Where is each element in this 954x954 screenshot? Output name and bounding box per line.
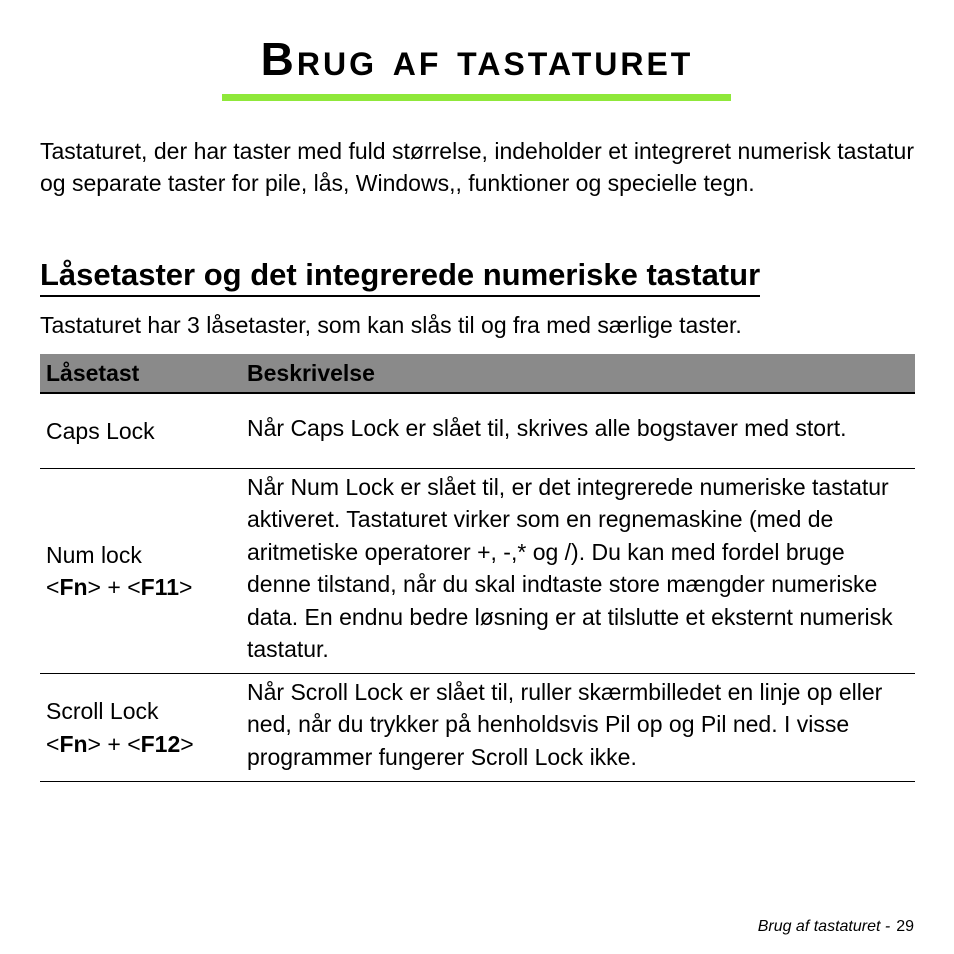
combo-bracket: > xyxy=(179,574,193,600)
description-cell: Når Caps Lock er slået til, skrives alle bogstaver med stort. xyxy=(241,393,915,469)
lock-key-name: Num lock xyxy=(46,541,142,568)
footer-label: Brug af tastaturet - xyxy=(757,918,891,935)
section-heading: Låsetaster og det integrerede numeriske tastatur xyxy=(40,256,760,297)
page-title: Brug af tastaturet xyxy=(260,33,694,85)
page-number: 29 xyxy=(896,918,914,935)
title-underline-rule xyxy=(222,94,731,101)
table-row xyxy=(40,674,915,782)
lock-key-cell xyxy=(40,393,241,469)
lock-key-name: Caps Lock xyxy=(46,417,155,444)
combo-bracket: < xyxy=(46,574,60,600)
combo-bracket: > xyxy=(180,730,194,757)
lock-key-name: Scroll Lock xyxy=(46,698,159,724)
key-combination xyxy=(46,574,192,600)
lock-key-cell xyxy=(40,469,241,674)
combo-separator: > + < xyxy=(87,730,141,757)
combo-key-f11: F11 xyxy=(140,574,179,600)
table-header-row xyxy=(40,354,915,393)
combo-separator: > + < xyxy=(87,574,141,600)
combo-bracket: < xyxy=(46,730,60,757)
section-lead-paragraph: Tastaturet har 3 låsetaster, som kan slås til og fra med særlige taster. xyxy=(40,312,742,338)
description-cell: Når Num Lock er slået til, er det integrerede numeriske tastatur aktiveret. Tastaturet virker som en regnemaskine (med de aritmetiske operatorer +, -,* og /). Du kan med fordel bruge denne tilstand, når du skal indtaste store mængder numeriske data. En endnu bedre løsning er at tilslutte et eksternt numerisk tastatur. xyxy=(241,469,915,674)
lock-keys-table xyxy=(40,354,915,782)
combo-key-fn: Fn xyxy=(59,730,88,757)
table-row xyxy=(40,393,915,469)
lock-key-cell xyxy=(40,674,241,782)
combo-key-fn: Fn xyxy=(59,574,88,600)
column-header-description: Beskrivelse xyxy=(241,354,915,393)
key-combination xyxy=(46,731,194,757)
table-row xyxy=(40,469,915,674)
page-footer xyxy=(758,918,914,936)
combo-key-f12: F12 xyxy=(140,730,181,757)
intro-paragraph: Tastaturet, der har taster med fuld størrelse, indeholder et integreret numerisk tastatur og separate taster for pile, lås, Windows,, funktioner og specielle tegn. xyxy=(40,138,914,196)
description-cell: Når Scroll Lock er slået til, ruller skærmbilledet en linje op eller ned, når du trykker på henholdsvis Pil op og Pil ned. I visse programmer fungerer Scroll Lock ikke. xyxy=(241,674,915,782)
column-header-lock-key: Låsetast xyxy=(40,354,241,393)
